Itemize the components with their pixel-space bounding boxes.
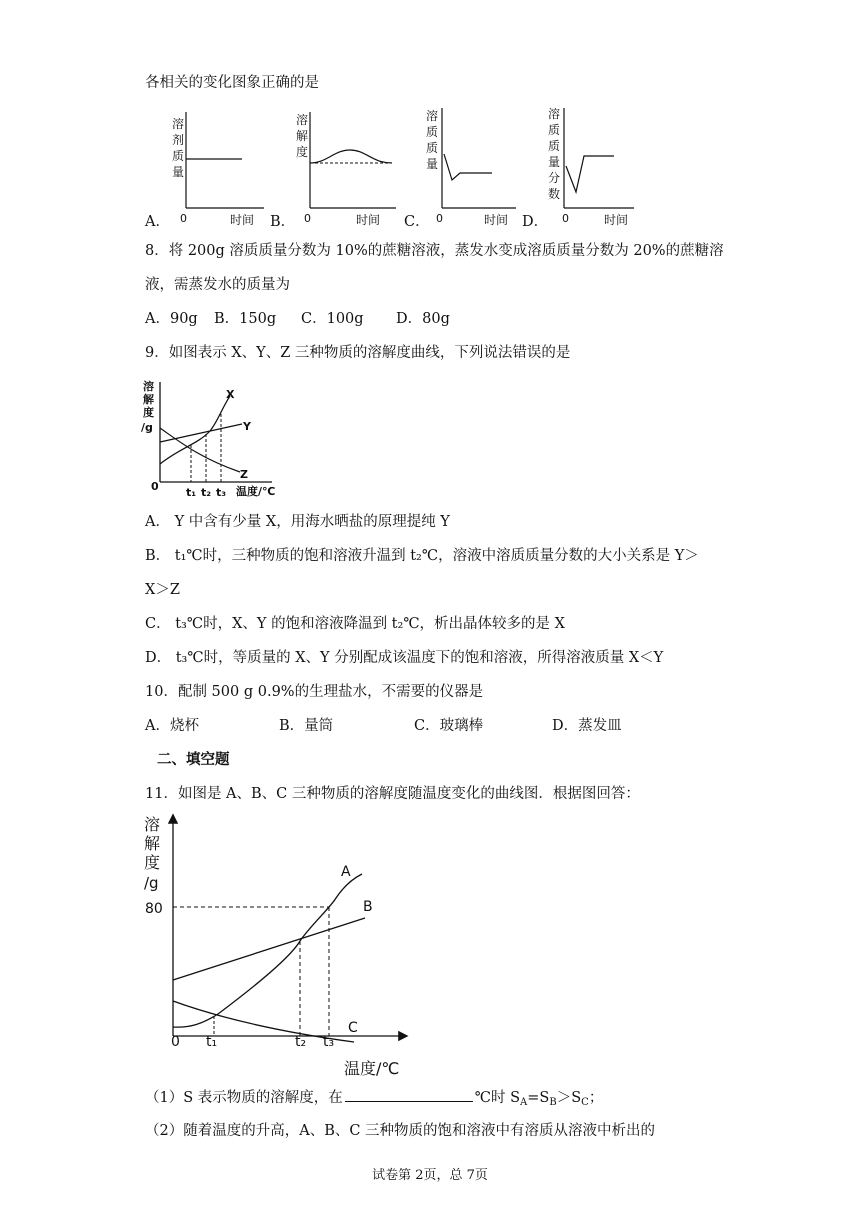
q11-solubility-figure — [140, 808, 415, 1078]
q9-t3: t₃ — [216, 486, 227, 499]
q9-ylabel-3: /g — [141, 421, 153, 434]
q7-graph-b — [292, 108, 402, 230]
q9-t2: t₂ — [201, 486, 212, 499]
q8-option-b: B．150g — [214, 311, 277, 327]
q9-option-b-line2: X＞Z — [145, 582, 180, 598]
q10-option-b: B．量筒 — [279, 718, 334, 734]
q11-curve-label-a: A — [341, 864, 351, 880]
q7-graph-d — [546, 104, 636, 230]
q7-a-ylabel-1: 剂 — [172, 133, 185, 147]
q11-curve-label-c: C — [348, 1020, 358, 1036]
q9-ylabel-2: 度 — [143, 406, 154, 419]
q7-c-ylabel-1: 质 — [426, 125, 439, 139]
q11-stem: 11．如图是 A、B、C 三种物质的溶解度随温度变化的曲线图．根据图回答： — [145, 786, 640, 802]
q11-curve-b — [173, 918, 365, 980]
q7-graph-c — [424, 104, 519, 230]
q9-origin: 0 — [151, 480, 159, 493]
q8-stem-line2: 液，需蒸发水的质量为 — [145, 277, 290, 293]
q7-c-xlabel: 时间 — [484, 213, 509, 227]
q7-graph-a — [168, 108, 268, 230]
q7-b-origin: 0 — [304, 212, 311, 225]
q9-solubility-figure — [140, 376, 285, 504]
q9-option-d: D． t₃℃时，等质量的 X、Y 分别配成该温度下的饱和溶液，所得溶液质量 X＜Y — [145, 650, 664, 666]
q9-curve-label-y: Y — [243, 420, 251, 433]
q10-option-d: D．蒸发皿 — [552, 718, 622, 734]
q8-option-a: A．90g — [145, 311, 198, 327]
q7-option-d-letter: D． — [522, 214, 549, 230]
page-footer: 试卷第 2页，总 7页 — [372, 1168, 488, 1183]
q7-option-a-letter: A． — [145, 214, 170, 230]
q7-d-ylabel-4: 分 — [548, 171, 561, 185]
q11-y80-label: 80 — [145, 901, 163, 917]
q8-option-c: C．100g — [301, 311, 364, 327]
q11-subquestion-2: （2）随着温度的升高，A、B、C 三种物质的饱和溶液中有溶质从溶液中析出的 — [145, 1123, 656, 1139]
q9-curve-y — [160, 424, 242, 442]
q7-b-ylabel-1: 解 — [296, 129, 309, 143]
q7-c-ylabel-0: 溶 — [426, 109, 439, 123]
q7-d-ylabel-5: 数 — [548, 187, 561, 201]
q11-t3: t₃ — [323, 1034, 335, 1050]
q11-sub1-end: ； — [588, 1090, 604, 1106]
q7-option-b-letter: B． — [270, 214, 296, 230]
q11-ylabel-1: 解 — [144, 834, 161, 853]
q11-ylabel-3: /g — [144, 874, 159, 892]
q9-curve-x — [160, 396, 230, 464]
q9-ylabel-1: 解 — [143, 393, 154, 406]
q9-t1: t₁ — [186, 486, 197, 499]
q11-curve-label-b: B — [363, 899, 373, 915]
q7-option-c-letter: C． — [404, 214, 430, 230]
q11-ylabel-2: 度 — [144, 853, 161, 872]
q10-stem: 10．配制 500 g 0.9%的生理盐水，不需要的仪器是 — [145, 684, 484, 700]
q11-xlabel: 温度/℃ — [344, 1059, 400, 1078]
q9-option-c: C． t₃℃时，X、Y 的饱和溶液降温到 t₂℃，析出晶体较多的是 X — [145, 616, 565, 632]
q7-d-ylabel-3: 量 — [548, 155, 561, 169]
q9-curve-z — [160, 428, 240, 472]
q11-sub1-prefix: （1）S 表示物质的溶解度，在 — [145, 1090, 343, 1106]
q7-b-xlabel: 时间 — [356, 213, 381, 227]
q11-sub1-sub-b: B — [549, 1097, 557, 1108]
q8-stem-line1: 8．将 200g 溶质质量分数为 10%的蔗糖溶液，蒸发水变成溶质质量分数为 20%的蔗糖溶 — [145, 243, 724, 259]
q11-ylabel-0: 溶 — [144, 815, 161, 834]
q9-option-a: A． Y 中含有少量 X，用海水晒盐的原理提纯 Y — [145, 514, 450, 530]
q7-a-ylabel-3: 量 — [172, 165, 185, 179]
q9-stem: 9．如图表示 X、Y、Z 三种物质的溶解度曲线，下列说法错误的是 — [145, 345, 571, 361]
q7-a-origin: 0 — [180, 212, 187, 225]
q7-a-xlabel: 时间 — [230, 213, 255, 227]
q11-curve-a — [173, 874, 362, 1027]
q7-d-xlabel: 时间 — [604, 213, 629, 227]
q11-sub1-blank[interactable] — [345, 1087, 473, 1102]
q11-t1: t₁ — [206, 1034, 218, 1050]
section-title-fill-in: 二、填空题 — [157, 752, 230, 768]
q10-option-a: A．烧杯 — [145, 718, 199, 734]
q7-d-ylabel-2: 质 — [548, 139, 561, 153]
q7-d-ylabel-0: 溶 — [548, 107, 561, 121]
q7-a-ylabel-0: 溶 — [172, 117, 185, 131]
q7-c-curve — [444, 154, 492, 180]
q11-sub1-post: ℃时 S — [474, 1090, 521, 1106]
q7-stem: 各相关的变化图象正确的是 — [145, 75, 319, 91]
q7-b-ylabel-2: 度 — [296, 145, 309, 159]
q9-curve-label-x: X — [226, 388, 235, 401]
q7-b-curve — [310, 150, 392, 163]
q7-d-origin: 0 — [562, 212, 569, 225]
q11-sub1-eq: =S — [527, 1090, 550, 1106]
q7-d-curve — [566, 156, 614, 192]
q11-t2: t₂ — [295, 1034, 307, 1050]
q7-b-ylabel-0: 溶 — [296, 113, 309, 127]
q9-curve-label-z: Z — [240, 468, 248, 481]
q11-subquestion-1 — [145, 1087, 603, 1113]
q11-origin: 0 — [171, 1034, 180, 1050]
q7-c-ylabel-3: 量 — [426, 157, 439, 171]
q11-sub1-sub-a: A — [520, 1097, 528, 1108]
q9-xlabel: 温度/℃ — [236, 485, 276, 498]
q9-ylabel-0: 溶 — [143, 380, 154, 393]
q11-sub1-sub-c: C — [581, 1097, 589, 1108]
q7-d-ylabel-1: 质 — [548, 123, 561, 137]
q11-sub1-gt: ＞S — [556, 1090, 582, 1106]
q10-option-c: C．玻璃棒 — [414, 718, 484, 734]
q7-a-ylabel-2: 质 — [172, 149, 185, 163]
q8-option-d: D．80g — [396, 311, 450, 327]
q9-option-b-line1: B． t₁℃时，三种物质的饱和溶液升温到 t₂℃，溶液中溶质质量分数的大小关系是 Y＞ — [145, 548, 699, 564]
q7-c-origin: 0 — [436, 212, 443, 225]
q7-c-ylabel-2: 质 — [426, 141, 439, 155]
